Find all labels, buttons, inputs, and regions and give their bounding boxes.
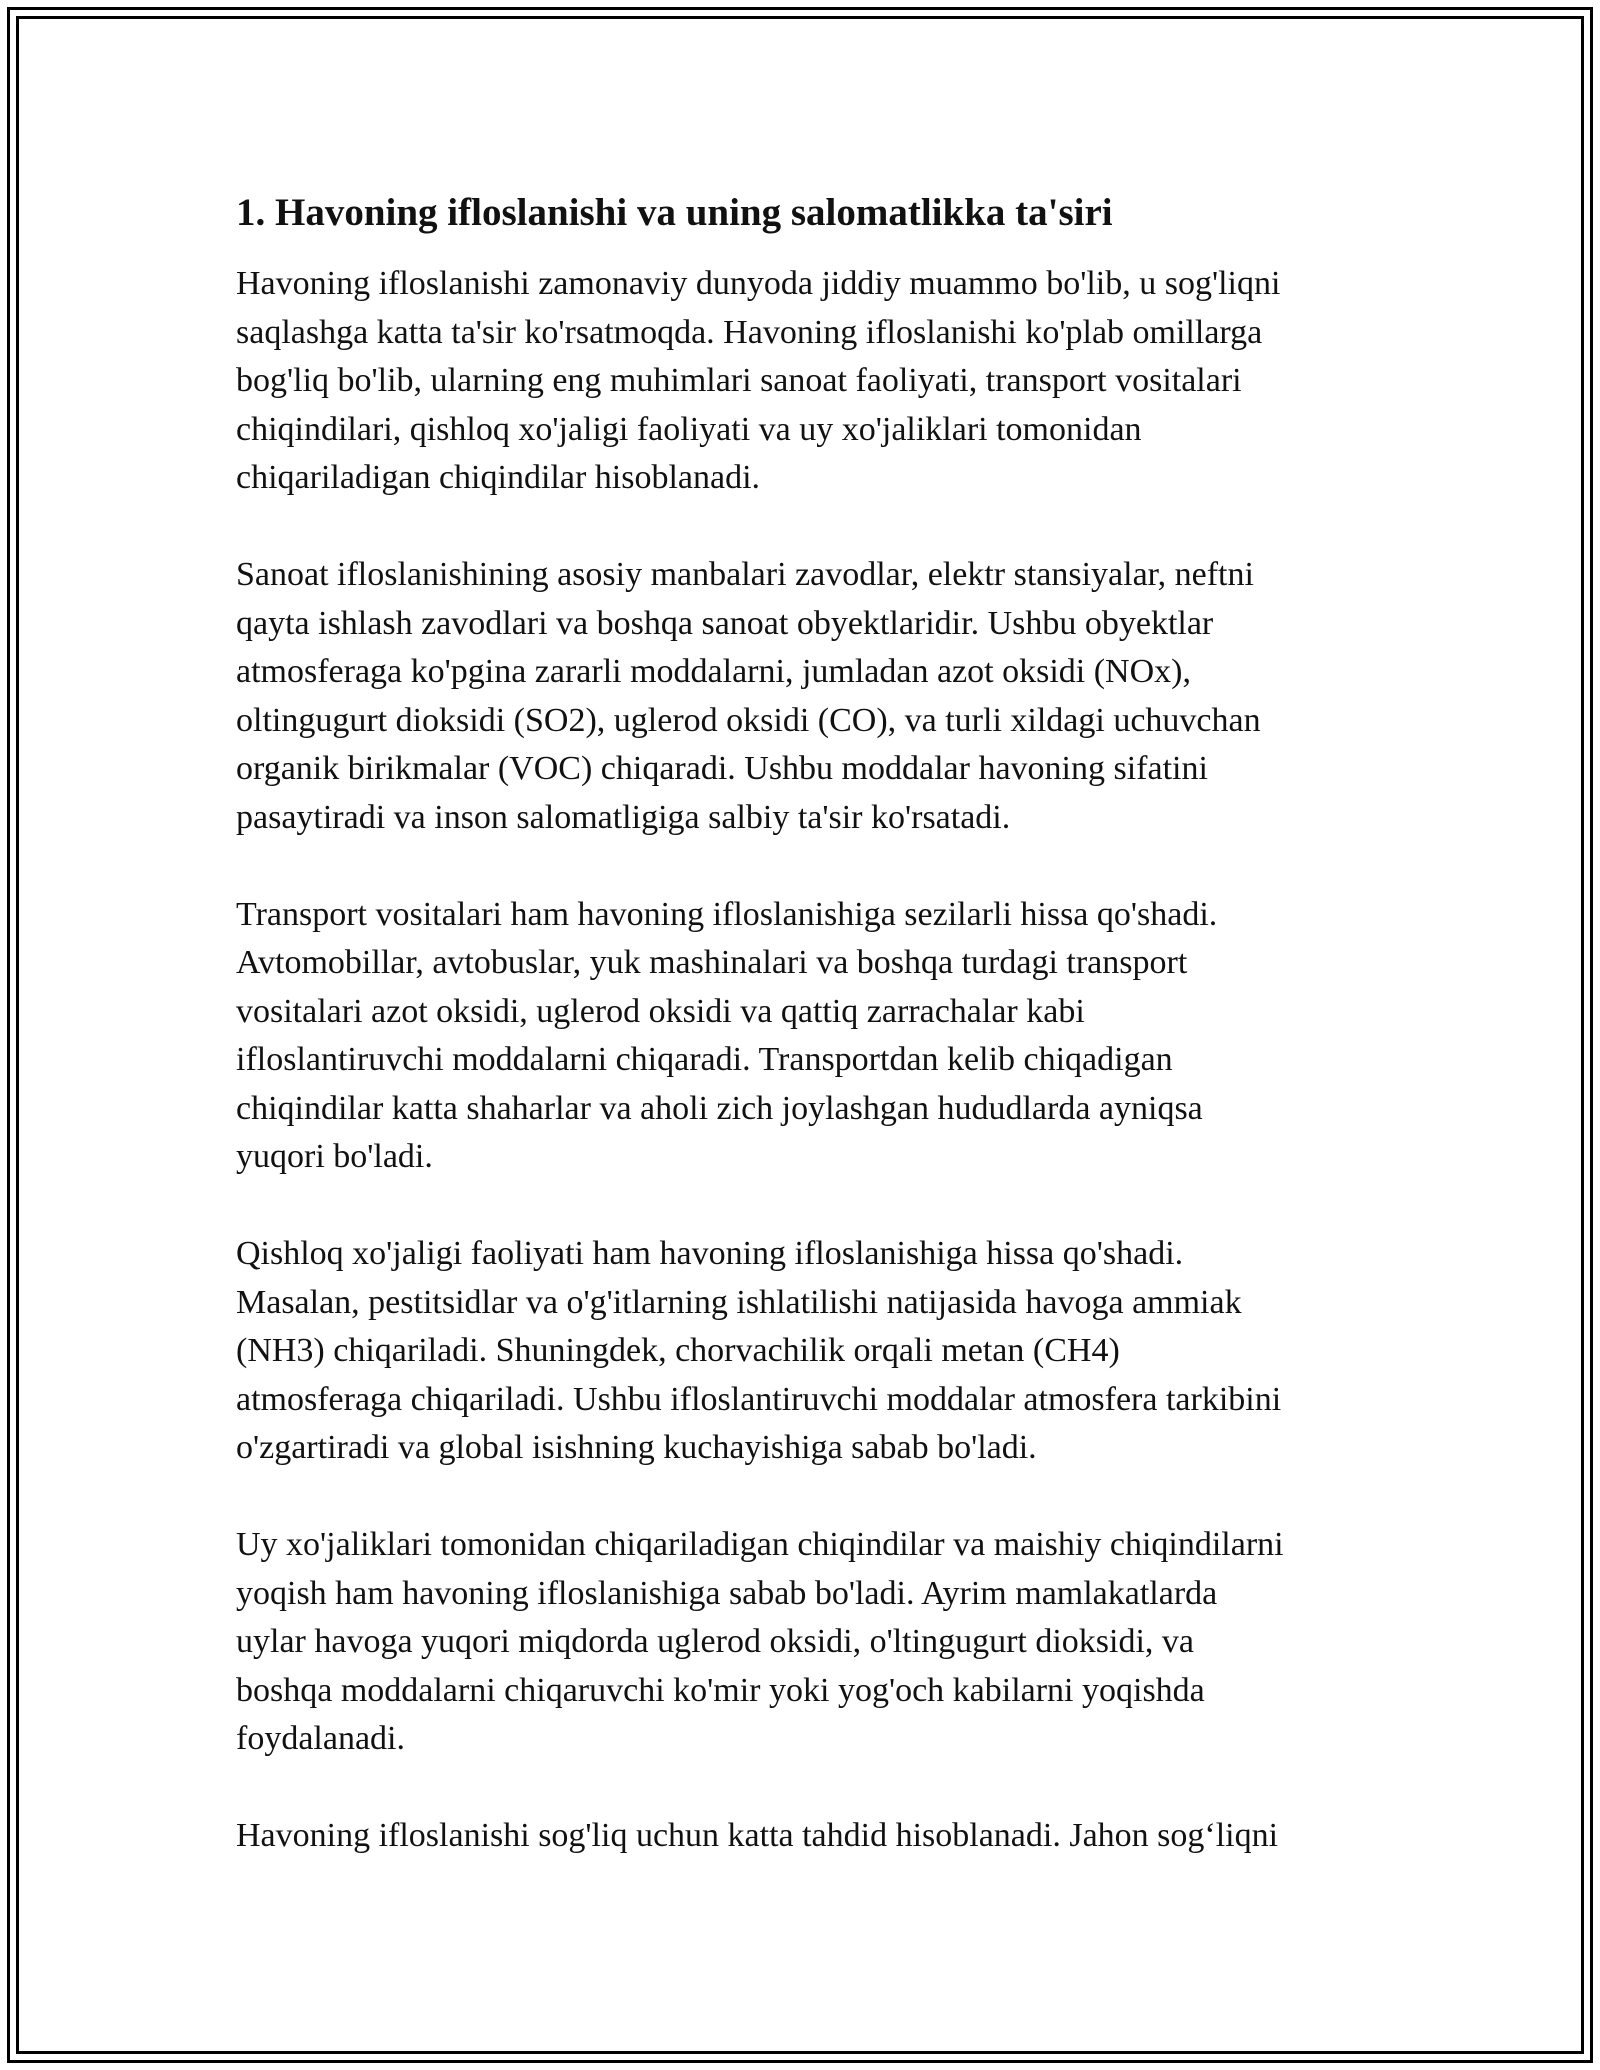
text-line: bog'liq bo'lib, ularning eng muhimlari sanoat faoliyati, transport vositalari: [236, 362, 1242, 399]
text-line: chiqindilari, qishloq xo'jaligi faoliyati va uy xo'jaliklari tomonidan: [236, 410, 1142, 448]
text-line: Sanoat ifloslanishining asosiy manbalari zavodlar, elektr stansiyalar, neftni: [236, 556, 1254, 593]
text-line: chiqariladigan chiqindilar hisoblanadi.: [236, 459, 761, 496]
document-body: [236, 188, 1386, 1909]
paragraph: [236, 1521, 1386, 1764]
text-line: Havoning ifloslanishi zamonaviy dunyoda jiddiy muammo bo'lib, u sog'liqni: [236, 265, 1281, 302]
text-line: vositalari azot oksidi, uglerod oksidi va qattiq zarrachalar kabi: [236, 992, 1085, 1030]
text-line: Havoning ifloslanishi sog'liq uchun katta tahdid hisoblanadi. Jahon sog‘liqni: [236, 1817, 1279, 1854]
text-line: (NH3) chiqariladi. Shuningdek, chorvachilik orqali metan (CH4): [236, 1332, 1120, 1369]
text-line: Qishloq xo'jaligi faoliyati ham havoning ifloslanishiga hissa qo'shadi.: [236, 1235, 1184, 1272]
text-line: qayta ishlash zavodlari va boshqa sanoat obyektlaridir. Ushbu obyektlar: [236, 604, 1214, 642]
text-line: yoqish ham havoning ifloslanishiga sabab bo'ladi. Ayrim mamlakatlarda: [236, 1574, 1218, 1612]
text-line: atmosferaga chiqariladi. Ushbu ifloslantiruvchi moddalar atmosfera tarkibini: [236, 1380, 1282, 1418]
text-line: atmosferaga ko'pgina zararli moddalarni, jumladan azot oksidi (NOx),: [236, 653, 1191, 690]
text-line: Avtomobillar, avtobuslar, yuk mashinalari va boshqa turdagi transport: [236, 944, 1188, 981]
text-line: o'zgartiradi va global isishning kuchayishiga sabab bo'ladi.: [236, 1429, 1037, 1466]
text-line: Masalan, pestitsidlar va o'g'itlarning ishlatilishi natijasida havoga ammiak: [236, 1283, 1242, 1321]
paragraph: [236, 551, 1386, 842]
document-title: 1. Havoning ifloslanishi va uning salomatlikka ta'siri: [236, 191, 1113, 234]
text-line: chiqindilar katta shaharlar va aholi zich joylashgan hududlarda ayniqsa: [236, 1089, 1203, 1127]
paragraph: [236, 260, 1386, 503]
paragraph: [236, 1812, 1386, 1861]
text-line: boshqa moddalarni chiqaruvchi ko'mir yoki yog'och kabilarni yoqishda: [236, 1671, 1205, 1709]
paragraph: [236, 1230, 1386, 1473]
text-line: pasaytiradi va inson salomatligiga salbiy ta'sir ko'rsatadi.: [236, 798, 1011, 836]
text-line: uylar havoga yuqori miqdorda uglerod oksidi, o'ltingugurt dioksidi, va: [236, 1623, 1194, 1660]
text-line: foydalanadi.: [236, 1720, 405, 1757]
text-line: organik birikmalar (VOC) chiqaradi. Ushbu moddalar havoning sifatini: [236, 750, 1208, 787]
text-line: yuqori bo'ladi.: [236, 1138, 433, 1175]
paragraph: [236, 891, 1386, 1182]
text-line: Transport vositalari ham havoning ifloslanishiga sezilarli hissa qo'shadi.: [236, 895, 1218, 933]
text-line: saqlashga katta ta'sir ko'rsatmoqda. Havoning ifloslanishi ko'plab omillarga: [236, 313, 1263, 351]
text-line: Uy xo'jaliklari tomonidan chiqariladigan chiqindilar va maishiy chiqindilarni: [236, 1526, 1284, 1563]
text-line: ifloslantiruvchi moddalarni chiqaradi. Transportdan kelib chiqadigan: [236, 1041, 1173, 1078]
text-line: oltingugurt dioksidi (SO2), uglerod oksidi (CO), va turli xildagi uchuvchan: [236, 701, 1261, 739]
